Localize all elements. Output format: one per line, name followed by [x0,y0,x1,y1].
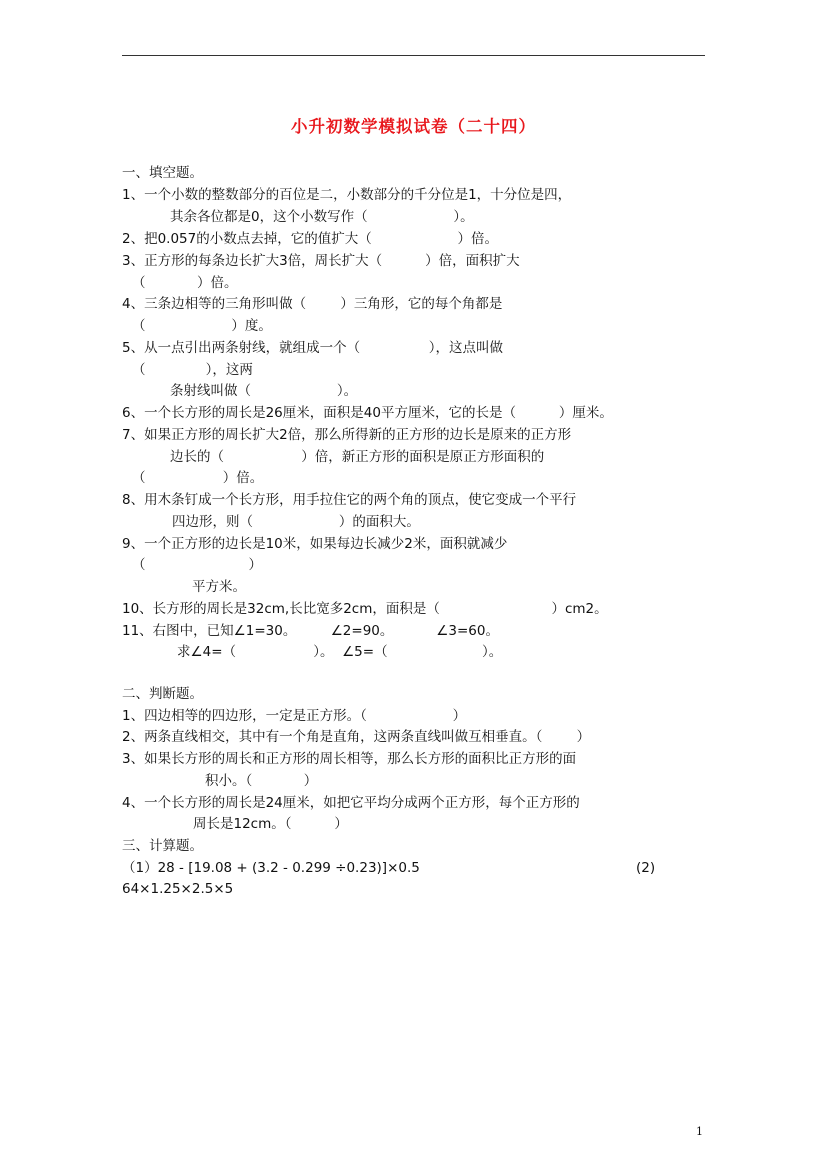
text-line-q4b: （ ）度。 [132,318,272,334]
text-line-q1a: 1、一个小数的整数部分的百位是二，小数部分的千分位是1，十分位是四， [122,187,572,203]
text-line-j1: 1、四边相等的四边形，一定是正方形。（ ） [122,708,467,724]
text-line-q5a: 5、从一点引出两条射线，就组成一个（ ），这点叫做 [122,340,503,356]
text-line-q4a: 4、三条边相等的三角形叫做（ ）三角形，它的每个角都是 [122,296,503,312]
text-line-c2-label: (2) [636,860,656,876]
text-line-s1-heading: 一、填空题。 [122,165,203,181]
text-line-q3b: （ ）倍。 [132,275,238,291]
text-line-q11a: 11、右图中，已知∠1=30。 ∠2=90。 ∠3=60。 [122,623,499,639]
text-line-q9a: 9、一个正方形的边长是10米，如果每边长减少2米，面积就减少 [122,536,508,552]
text-line-j4b: 周长是12cm。（ ） [193,816,348,832]
text-line-q11b: 求∠4=（ ）。 ∠5=（ ）。 [177,644,503,660]
text-line-q5b: （ ），这两 [132,362,253,378]
text-line-c2: 64×1.25×2.5×5 [122,881,234,897]
text-line-q2: 2、把0.057的小数点去掉，它的值扩大（ ）倍。 [122,231,499,247]
text-line-q7b: 边长的（ ）倍，新正方形的面积是原正方形面积的 [170,449,545,465]
text-line-q7c: （ ）倍。 [132,470,264,486]
text-line-q9c: 平方米。 [192,579,246,595]
text-line-j3b: 积小。（ ） [205,773,318,789]
text-line-q8a: 8、用木条钉成一个长方形，用手拉住它的两个角的顶点，使它变成一个平行 [122,492,577,508]
text-line-j3a: 3、如果长方形的周长和正方形的周长相等，那么长方形的面积比正方形的面 [122,751,577,767]
text-line-q1b: 其余各位都是0，这个小数写作（ ）。 [170,209,474,225]
text-line-q8b: 四边形，则（ ）的面积大。 [172,514,420,530]
text-line-s2-heading: 二、判断题。 [122,686,203,702]
text-line-q6: 6、一个长方形的周长是26厘米，面积是40平方厘米，它的长是（ ）厘米。 [122,405,613,421]
text-line-c1: （1）28 - [19.08 + (3.2 - 0.299 ÷0.23)]×0.5 [122,860,420,876]
text-line-j4a: 4、一个长方形的周长是24厘米，如把它平均分成两个正方形，每个正方形的 [122,795,580,811]
text-line-s3-heading: 三、计算题。 [122,838,203,854]
page-number: 1 [696,1125,703,1138]
text-line-q3a: 3、正方形的每条边长扩大3倍，周长扩大（ ）倍，面积扩大 [122,253,520,269]
page-title: 小升初数学模拟试卷（二十四） [291,117,536,136]
text-line-q7a: 7、如果正方形的周长扩大2倍，那么所得新的正方形的边长是原来的正方形 [122,427,572,443]
text-line-q9b: （ ） [132,557,262,573]
header-rule [122,55,705,56]
text-line-q10: 10、长方形的周长是32cm,长比宽多2cm，面积是（ ）cm2。 [122,601,608,617]
text-line-q5c: 条射线叫做（ ）。 [170,383,358,399]
text-line-j2: 2、两条直线相交，其中有一个角是直角，这两条直线叫做互相垂直。（ ） [122,729,591,745]
